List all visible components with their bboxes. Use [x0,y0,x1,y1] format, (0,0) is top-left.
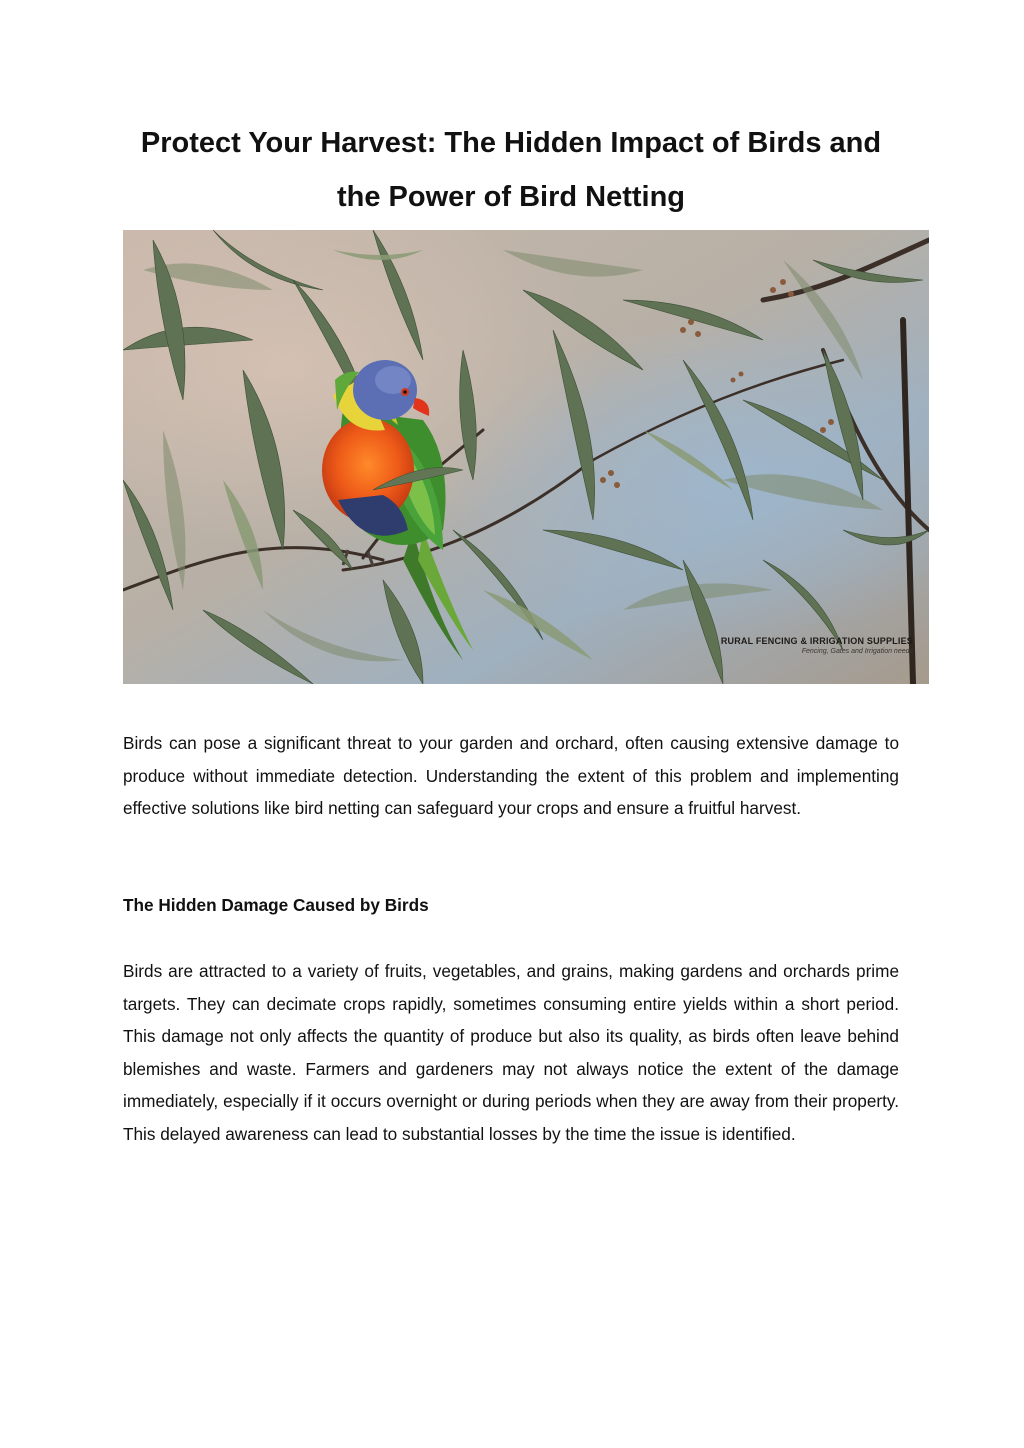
watermark-company: RURAL FENCING & IRRIGATION SUPPLIES [720,636,913,646]
section-body-paragraph: Birds are attracted to a variety of fruits, vegetables, and grains, making gardens and orchards prime targets. They can decimate crops rapidly, sometimes consuming entire yields within a short period. This damage not only affects the quantity of produce but also its quality, as birds often leave behind blemishes and waste. Farmers and gardeners may not always notice the extent of the damage immediately, especially if it occurs overnight or during periods when they are away from their property. This delayed awareness can lead to substantial losses by the time the issue is identified. [123,961,899,1144]
section-heading: The Hidden Damage Caused by Birds [123,895,429,915]
lorikeet-illustration [123,230,929,684]
image-watermark [721,635,913,657]
watermark-tagline: Fencing, Gates and Irrigation needs [801,648,913,655]
intro-paragraph: Birds can pose a significant threat to your garden and orchard, often causing extensive damage to produce without immediate detection. Understanding the extent of this problem and implementing effective solutions like bird netting can safeguard your crops and ensure a fruitful harvest. [123,733,899,819]
hero-image-lorikeet [123,230,929,684]
document-title: Protect Your Harvest: The Hidden Impact of Birds and the Power of Bird Netting [140,127,882,213]
